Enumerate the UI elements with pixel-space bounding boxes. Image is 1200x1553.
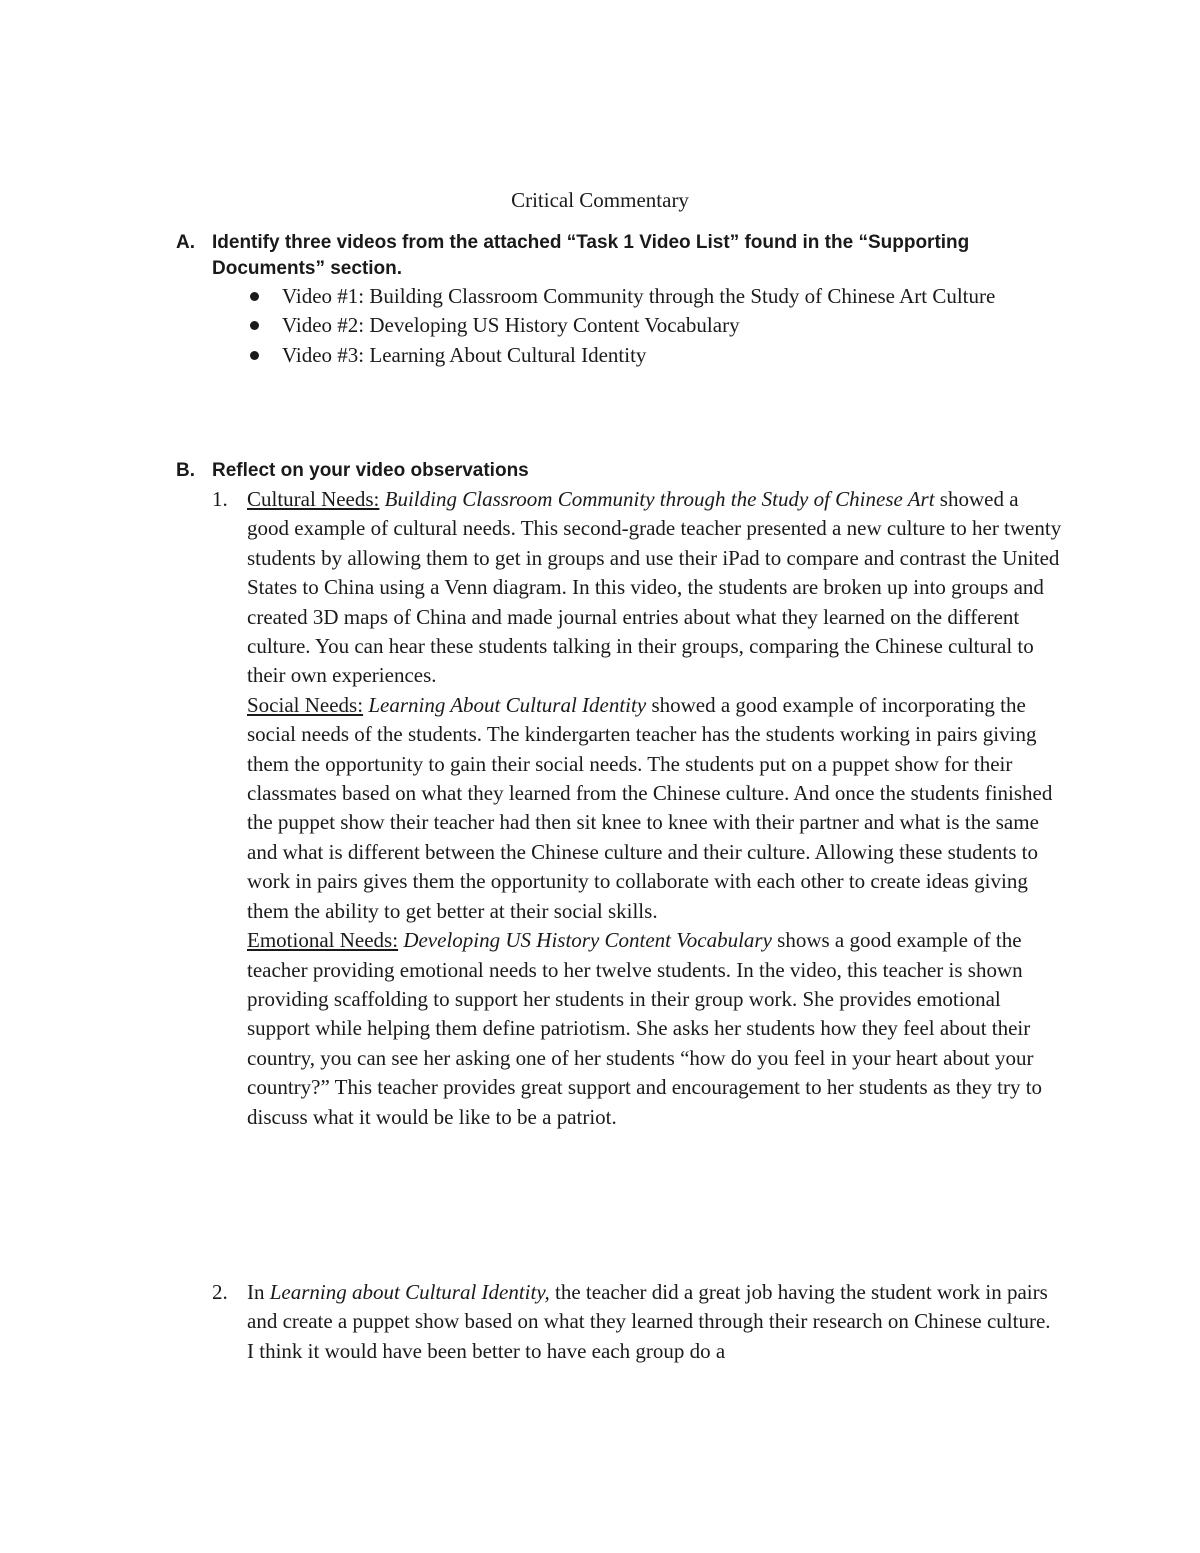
emotional-needs-label: Emotional Needs: [247, 928, 399, 953]
cultural-needs-paragraph [247, 485, 1062, 691]
item-2-video-title: Learning about Cultural Identity, [269, 1280, 550, 1304]
bullet-icon [250, 292, 259, 301]
video-3-text: Video #3: Learning About Cultural Identity [282, 342, 647, 367]
list-item [246, 341, 1046, 370]
item-2-intro: In [247, 1280, 265, 1304]
bullet-icon [250, 351, 259, 360]
reflection-item-2 [212, 1278, 1072, 1366]
emotional-needs-video-title: Developing US History Content Vocabulary [403, 928, 772, 953]
video-list [246, 282, 1046, 370]
social-needs-video-title: Learning About Cultural Identity [368, 692, 647, 717]
cultural-needs-video-title: Building Classroom Community through the Study of Chinese Art [384, 487, 935, 511]
page-title: Critical Commentary [511, 188, 689, 212]
section-b-letter: B. [176, 460, 195, 481]
social-needs-text: showed a good example of incorporating the social needs of the students. The kindergarten teacher has the students working in pairs giving them the opportunity to gain their social needs. The students put on a puppet show for their classmates based on what they learned from the Chinese culture. And once the students finished the puppet show their teacher had then sit knee to knee with their partner and what is the same and what is different between the Chinese culture and their culture. Allowing these students to work in pairs gives them the opportunity to collaborate with each other to create ideas giving them the ability to get better at their social skills. [247, 692, 1053, 923]
social-needs-paragraph [247, 691, 1062, 926]
item-2-paragraph [247, 1278, 1062, 1366]
section-a-heading-text: Identify three videos from the attached “Task 1 Video List” found in the “Supporting Documents” section. [212, 232, 970, 279]
emotional-needs-text: shows a good example of the teacher providing emotional needs to her twelve students. In the video, this teacher is shown providing scaffolding to support her students in their group work. She provides emotional support while helping them define patriotism. She asks her students how they feel about their country, you can see her asking one of her students “how do you feel in your heart about your country?” This teacher provides great support and encouragement to her students as they try to discuss what it would be like to be a patriot. [247, 928, 1043, 1129]
list-item [246, 282, 1046, 311]
list-item [246, 311, 1046, 340]
social-needs-label: Social Needs: [247, 692, 364, 717]
cultural-needs-text: showed a good example of cultural needs. This second-grade teacher presented a new culture to her twenty students by allowing them to get in groups and use their iPad to compare and contrast the United States to China using a Venn diagram. In this video, the students are broken up into groups and created 3D maps of China and made journal entries about what they learned on the different culture. You can hear these students talking in their groups, comparing the Chinese cultural to their own experiences. [247, 487, 1062, 688]
section-a-letter: A. [176, 232, 195, 253]
item-2-text: the teacher did a great job having the student work in pairs and create a puppet show based on what they learned through their research on Chinese culture. I think it would have been better to have each group do a [247, 1280, 1051, 1363]
bullet-icon [250, 321, 259, 330]
item-2-body [247, 1278, 1062, 1366]
emotional-needs-paragraph [247, 926, 1062, 1132]
video-1-text: Video #1: Building Classroom Community through the Study of Chinese Art Culture [282, 284, 996, 308]
reflection-item-1 [212, 485, 1072, 1132]
item-1-number: 1. [212, 487, 228, 511]
item-2-number: 2. [212, 1280, 228, 1304]
video-2-text: Video #2: Developing US History Content Vocabulary [282, 313, 740, 338]
section-b-heading-text: Reflect on your video observations [212, 460, 529, 481]
item-1-body [247, 485, 1062, 1132]
cultural-needs-label: Cultural Needs: [247, 487, 380, 511]
